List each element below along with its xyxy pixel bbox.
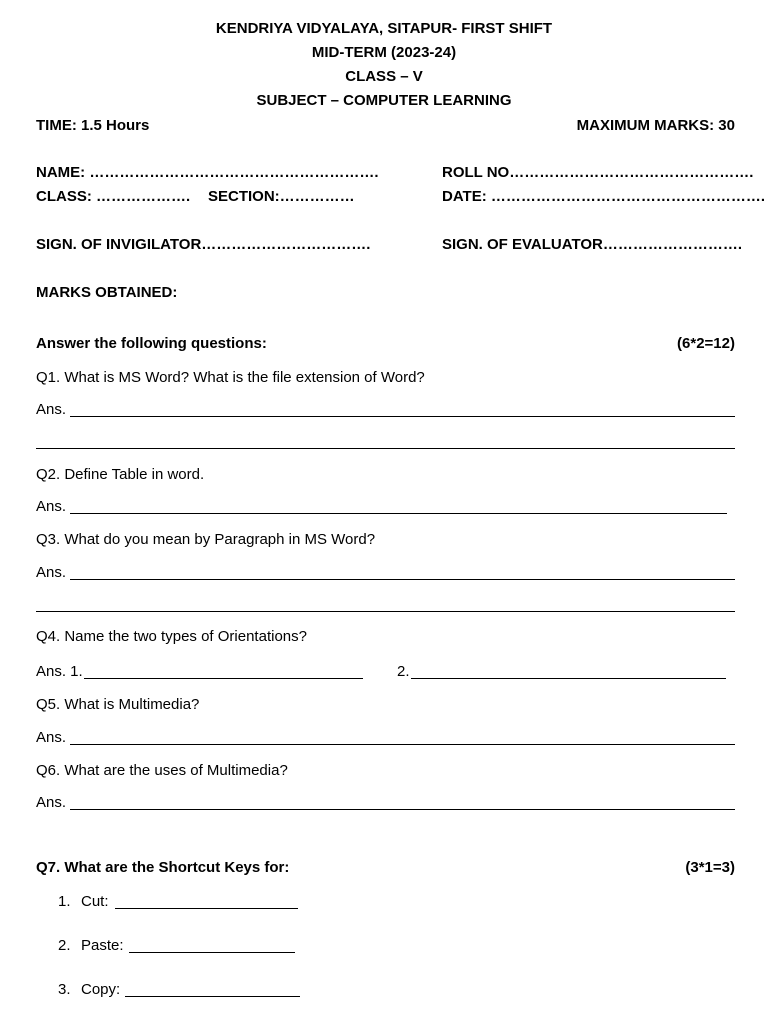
- evaluator-sign-field[interactable]: SIGN. OF EVALUATOR……………………….: [442, 236, 743, 253]
- answer-line[interactable]: [36, 433, 735, 449]
- answer-line[interactable]: [84, 663, 363, 679]
- answer-line[interactable]: [36, 596, 735, 612]
- option-2-label: 2.: [397, 663, 410, 680]
- max-marks-label: MAXIMUM MARKS: 30: [576, 117, 735, 134]
- time-label: TIME: 1.5 Hours: [36, 117, 150, 134]
- answer-label: Ans.: [36, 401, 67, 418]
- answer-line[interactable]: [70, 564, 735, 580]
- name-field[interactable]: NAME: ………………………………………………….: [36, 164, 379, 181]
- answer-line[interactable]: [70, 498, 727, 514]
- subject-title: SUBJECT – COMPUTER LEARNING: [256, 92, 512, 109]
- section-field[interactable]: SECTION:……………: [208, 188, 355, 205]
- shortcut-copy-label: Copy:: [81, 981, 121, 998]
- list-item-number: 1.: [58, 893, 71, 910]
- answer-line[interactable]: [70, 794, 735, 810]
- answer-line[interactable]: [411, 663, 726, 679]
- shortcut-cut-label: Cut:: [81, 893, 109, 910]
- answer-label: Ans.: [36, 498, 67, 515]
- answer-line[interactable]: [70, 401, 735, 417]
- question-7: Q7. What are the Shortcut Keys for:: [36, 859, 290, 876]
- question-7-marks: (3*1=3): [685, 859, 735, 876]
- answer-label: Ans.: [36, 564, 67, 581]
- question-5: Q5. What is Multimedia?: [36, 696, 200, 713]
- class-field[interactable]: CLASS: ……………….: [36, 188, 191, 205]
- section-heading: Answer the following questions:: [36, 335, 267, 352]
- question-2: Q2. Define Table in word.: [36, 466, 205, 483]
- answer-line[interactable]: [125, 981, 300, 997]
- question-4: Q4. Name the two types of Orientations?: [36, 628, 307, 645]
- answer-label: Ans. 1.: [36, 663, 83, 680]
- school-name: KENDRIYA VIDYALAYA, SITAPUR- FIRST SHIFT: [215, 20, 553, 37]
- question-1: Q1. What is MS Word? What is the file extension of Word?: [36, 369, 425, 386]
- class-title: CLASS – V: [345, 68, 423, 85]
- list-item-number: 3.: [58, 981, 71, 998]
- answer-label: Ans.: [36, 794, 67, 811]
- answer-line[interactable]: [70, 729, 735, 745]
- marks-obtained-label: MARKS OBTAINED:: [36, 284, 178, 301]
- answer-line[interactable]: [115, 893, 298, 909]
- answer-line[interactable]: [129, 937, 295, 953]
- roll-no-field[interactable]: ROLL NO………………………………………….: [442, 164, 754, 181]
- shortcut-paste-label: Paste:: [81, 937, 124, 954]
- question-3: Q3. What do you mean by Paragraph in MS Word?: [36, 531, 376, 548]
- answer-label: Ans.: [36, 729, 67, 746]
- exam-title: MID-TERM (2023-24): [311, 44, 457, 61]
- date-field[interactable]: DATE: ……………………………………………….: [442, 188, 766, 205]
- section-marks: (6*2=12): [677, 335, 735, 352]
- invigilator-sign-field[interactable]: SIGN. OF INVIGILATOR…………………………….: [36, 236, 371, 253]
- question-6: Q6. What are the uses of Multimedia?: [36, 762, 288, 779]
- list-item-number: 2.: [58, 937, 71, 954]
